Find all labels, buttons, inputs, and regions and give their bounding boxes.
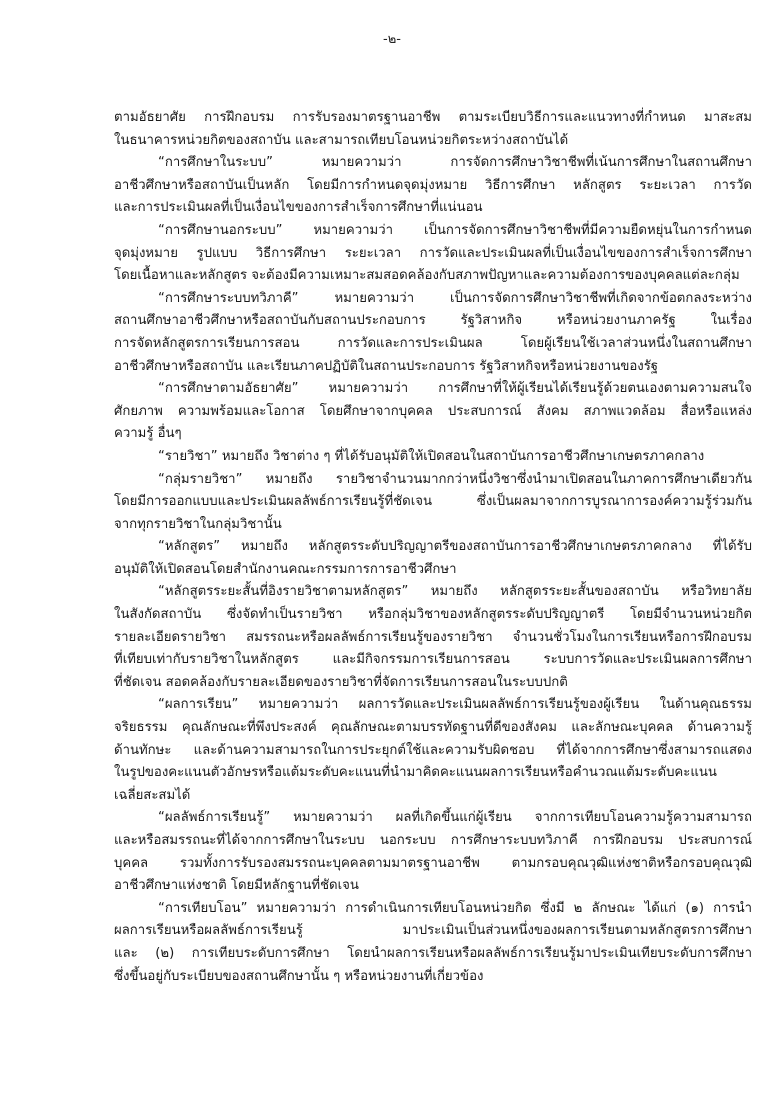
text-line: สถานศึกษาอาชีวศึกษาหรือสถาบันกับสถานประกอบการ รัฐวิสาหกิจ หรือหน่วยงานภาครัฐ ในเรื่อง [114,313,752,329]
text-line: ที่ชัดเจน สอดคล้องกับรายละเอียดของรายวิชาที่จัดการเรียนการสอนในระบบปกติ [114,674,568,690]
text-line: ผลการเรียนหรือผลลัพธ์การเรียนรู้ มาประเมินเป็นส่วนหนึ่งของผลการเรียนตามหลักสูตรการศึกษา [114,923,752,939]
text-line: อนุมัติให้เปิดสอนโดยสำนักงานคณะกรรมการการอาชีวศึกษา [114,561,457,577]
paragraph [114,694,752,807]
paragraph [114,469,752,537]
text-line: อาชีวศึกษาแห่งชาติ โดยมีหลักฐานที่ชัดเจน [114,878,359,894]
document-body [114,107,752,988]
paragraph [114,536,752,581]
text-line: “หลักสูตรระยะสั้นที่อิงรายวิชาตามหลักสูตร” หมายถึง หลักสูตรระยะสั้นของสถาบัน หรือวิทยาลัย [158,584,752,600]
text-line: “หลักสูตร” หมายถึง หลักสูตรระดับปริญญาตรีของสถาบันการอาชีวศึกษาเกษตรภาคกลาง ที่ได้รับ [158,539,752,555]
paragraph [114,446,752,469]
paragraph [114,581,752,694]
text-line: “ผลลัพธ์การเรียนรู้” หมายความว่า ผลที่เกิดขึ้นแก่ผู้เรียน จากการเทียบโอนความรู้ความสามารถ [158,810,752,826]
text-line: “การศึกษาตามอัธยาศัย” หมายความว่า การศึกษาที่ให้ผู้เรียนได้เรียนรู้ด้วยตนเองตามความสนใจ [158,381,752,397]
paragraph [114,378,752,446]
text-line: ตามอัธยาศัย การฝึกอบรม การรับรองมาตรฐานอาชีพ ตามระเบียบวิธีการและแนวทางที่กำหนด มาสะสม [114,110,752,125]
text-line: “การศึกษานอกระบบ” หมายความว่า เป็นการจัดการศึกษาวิชาชีพที่มีความยืดหยุ่นในการกำหนด [158,222,752,238]
text-line: ในสังกัดสถาบัน ซึ่งจัดทำเป็นรายวิชา หรือกลุ่มวิชาของหลักสูตรระดับปริญญาตรี โดยมีจำนวนหน่วยกิต [114,607,752,623]
paragraph [114,288,752,378]
text-line: “การเทียบโอน” หมายความว่า การดำเนินการเทียบโอนหน่วยกิต ซึ่งมี ๒ ลักษณะ ได้แก่ (๑) การนำ [158,900,752,916]
text-line: รายละเอียดรายวิชา สมรรถนะหรือผลลัพธ์การเรียนรู้ของรายวิชา จำนวนชั่วโมงในการเรียนหรือการฝึกอบรม [114,629,752,645]
paragraph [114,898,752,988]
text-line: โดยมีการออกแบบและประเมินผลลัพธ์การเรียนรู้ที่ชัดเจน ซึ่งเป็นผลมาจากการบูรณาการองค์ความรู้ร่วมกัน [114,494,752,510]
text-line: โดยเนื้อหาและหลักสูตร จะต้องมีความเหมาะสมสอดคล้องกับสภาพปัญหาและความต้องการของบุคคลแต่ละกลุ่ม [114,268,740,284]
text-line: และหรือสมรรถนะที่ได้จากการศึกษาในระบบ นอกระบบ การศึกษาระบบทวิภาคี การฝึกอบรม ประสบการณ์ [114,833,752,848]
text-line: “กลุ่มรายวิชา” หมายถึง รายวิชาจำนวนมากกว่าหนึ่งวิชาซึ่งนำมาเปิดสอนในภาคการศึกษาเดียวกัน [158,471,752,487]
text-line: “การศึกษาระบบทวิภาคี” หมายความว่า เป็นการจัดการศึกษาวิชาชีพที่เกิดจากข้อตกลงระหว่าง [158,290,752,306]
text-line: อาชีวศึกษาหรือสถาบันเป็นหลัก โดยมีการกำหนดจุดมุ่งหมาย วิธีการศึกษา หลักสูตร ระยะเวลา การวัด [114,177,752,193]
text-line: จากทุกรายวิชาในกลุ่มวิชานั้น [114,516,282,532]
text-line: ในรูปของคะแนนตัวอักษรหรือแต้มระดับคะแนนที่นำมาคิดคะแนนผลการเรียนหรือคำนวณแต้มระดับคะแนน [114,765,717,781]
paragraph [114,107,752,152]
paragraph [114,152,752,220]
text-line: ที่เทียบเท่ากับรายวิชาในหลักสูตร และมีกิจกรรมการเรียนการสอน ระบบการวัดและประเมินผลการศึกษา [114,652,752,668]
page-number: -๒- [383,32,401,47]
text-line: บุคคล รวมทั้งการรับรองสมรรถนะบุคคลตามมาตรฐานอาชีพ ตามกรอบคุณวุฒิแห่งชาติหรือกรอบคุณวุฒิ [114,855,752,871]
text-line: และการประเมินผลที่เป็นเงื่อนไขของการสำเร็จการศึกษาที่แน่นอน [114,200,483,216]
text-line: การจัดหลักสูตรการเรียนการสอน การวัดและการประเมินผล โดยผู้เรียนใช้เวลาส่วนหนึ่งในสถานศึกษา [114,335,752,351]
text-line: ในธนาคารหน่วยกิตของสถาบัน และสามารถเทียบโอนหน่วยกิตระหว่างสถาบันได้ [114,132,569,148]
text-line: “รายวิชา” หมายถึง วิชาต่าง ๆ ที่ได้รับอนุมัติให้เปิดสอนในสถาบันการอาชีวศึกษาเกษตรภาคกลาง [158,448,705,464]
text-line: ซึ่งขึ้นอยู่กับระเบียบของสถานศึกษานั้น ๆ หรือหน่วยงานที่เกี่ยวข้อง [114,968,484,984]
text-line: ความรู้ อื่นๆ [114,426,182,442]
text-line: ศักยภาพ ความพร้อมและโอกาส โดยศึกษาจากบุคคล ประสบการณ์ สังคม สภาพแวดล้อม สื่อหรือแหล่ง [114,403,752,419]
paragraph [114,220,752,288]
text-line: จุดมุ่งหมาย รูปแบบ วิธีการศึกษา ระยะเวลา การวัดและประเมินผลที่เป็นเงื่อนไขของการสำเร็จการศึกษา [114,245,752,261]
text-line: และ (๒) การเทียบระดับการศึกษา โดยนำผลการเรียนหรือผลลัพธ์การเรียนรู้มาประเมินเทียบระดับการศึกษา [114,945,752,961]
text-line: จริยธรรม คุณลักษณะที่พึงประสงค์ คุณลักษณะตามบรรทัดฐานที่ดีของสังคม และลักษณะบุคคล ด้านความรู้ [114,720,752,736]
text-line: เฉลี่ยสะสมได้ [114,787,191,803]
text-line: ด้านทักษะ และด้านความสามารถในการประยุกต์ใช้และความรับผิดชอบ ที่ได้จากการศึกษาซึ่งสามารถแสดง [114,742,752,758]
text-line: “ผลการเรียน” หมายความว่า ผลการวัดและประเมินผลลัพธ์การเรียนรู้ของผู้เรียน ในด้านคุณธรรม [158,697,752,713]
paragraph [114,807,752,897]
text-line: อาชีวศึกษาหรือสถาบัน และเรียนภาคปฏิบัติในสถานประกอบการ รัฐวิสาหกิจหรือหน่วยงานของรัฐ [114,358,659,374]
text-line: “การศึกษาในระบบ” หมายความว่า การจัดการศึกษาวิชาชีพที่เน้นการศึกษาในสถานศึกษา [158,155,752,171]
